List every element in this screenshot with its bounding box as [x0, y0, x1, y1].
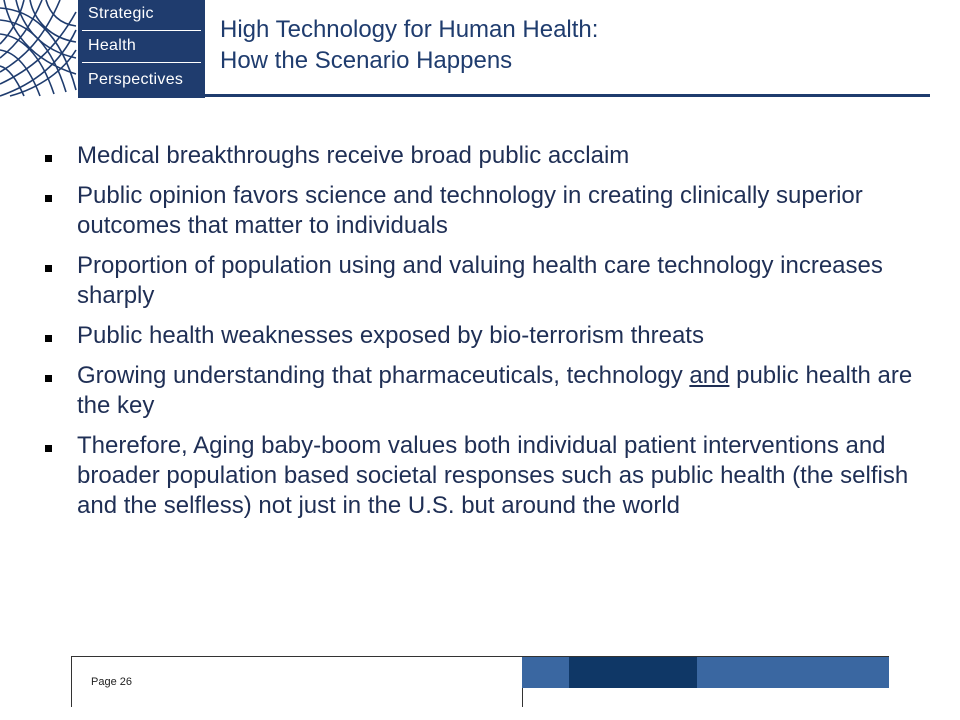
- logo-line-perspectives: Perspectives: [88, 71, 184, 88]
- footer-frame: [71, 656, 523, 707]
- slide-title-line-2: How the Scenario Happens: [220, 47, 513, 74]
- bullet-text: Therefore, Aging baby-boom values both individual patient interventions and broader population based societal responses such as public health (the selfish and the selfless) not just in the U.S. but around the world: [77, 432, 909, 519]
- footer-color-bar: [697, 657, 889, 688]
- bullet-text-after: public health are the key: [77, 362, 913, 419]
- bullet-text: Proportion of population using and valuing health care technology increases sharply: [77, 252, 883, 309]
- bullet-text-before: Growing understanding that pharmaceuticals, technology: [77, 362, 690, 389]
- bullet-item: [42, 321, 922, 351]
- bullet-item: [42, 181, 922, 241]
- square-bullet-icon: [45, 195, 52, 202]
- logo-line-health: Health: [88, 37, 137, 54]
- slide-title: [220, 14, 598, 76]
- logo-divider: [82, 30, 201, 31]
- footer-color-bar: [569, 657, 697, 688]
- logo: [0, 0, 205, 98]
- square-bullet-icon: [45, 155, 52, 162]
- bullet-text: Public health weaknesses exposed by bio-terrorism threats: [77, 322, 704, 349]
- title-divider: [205, 94, 930, 97]
- bullet-list: [42, 141, 922, 531]
- slide-title-line-1: High Technology for Human Health:: [220, 16, 599, 43]
- square-bullet-icon: [45, 335, 52, 342]
- bullet-item: [42, 251, 922, 311]
- logo-text-block: [78, 0, 205, 98]
- globe-logo-icon: [0, 0, 78, 98]
- square-bullet-icon: [45, 445, 52, 452]
- bullet-item: [42, 361, 922, 421]
- footer-color-bar: [522, 657, 569, 688]
- bullet-item: [42, 431, 922, 521]
- logo-line-strategic: Strategic: [88, 5, 154, 22]
- bullet-item: [42, 141, 922, 171]
- bullet-text: Public opinion favors science and technology in creating clinically superior outcomes that matter to individuals: [77, 182, 863, 239]
- bullet-text-underlined: and: [689, 362, 730, 389]
- square-bullet-icon: [45, 375, 52, 382]
- page-number: Page 26: [91, 676, 132, 688]
- bullet-text: Medical breakthroughs receive broad public acclaim: [77, 142, 630, 169]
- logo-divider: [82, 62, 201, 63]
- square-bullet-icon: [45, 265, 52, 272]
